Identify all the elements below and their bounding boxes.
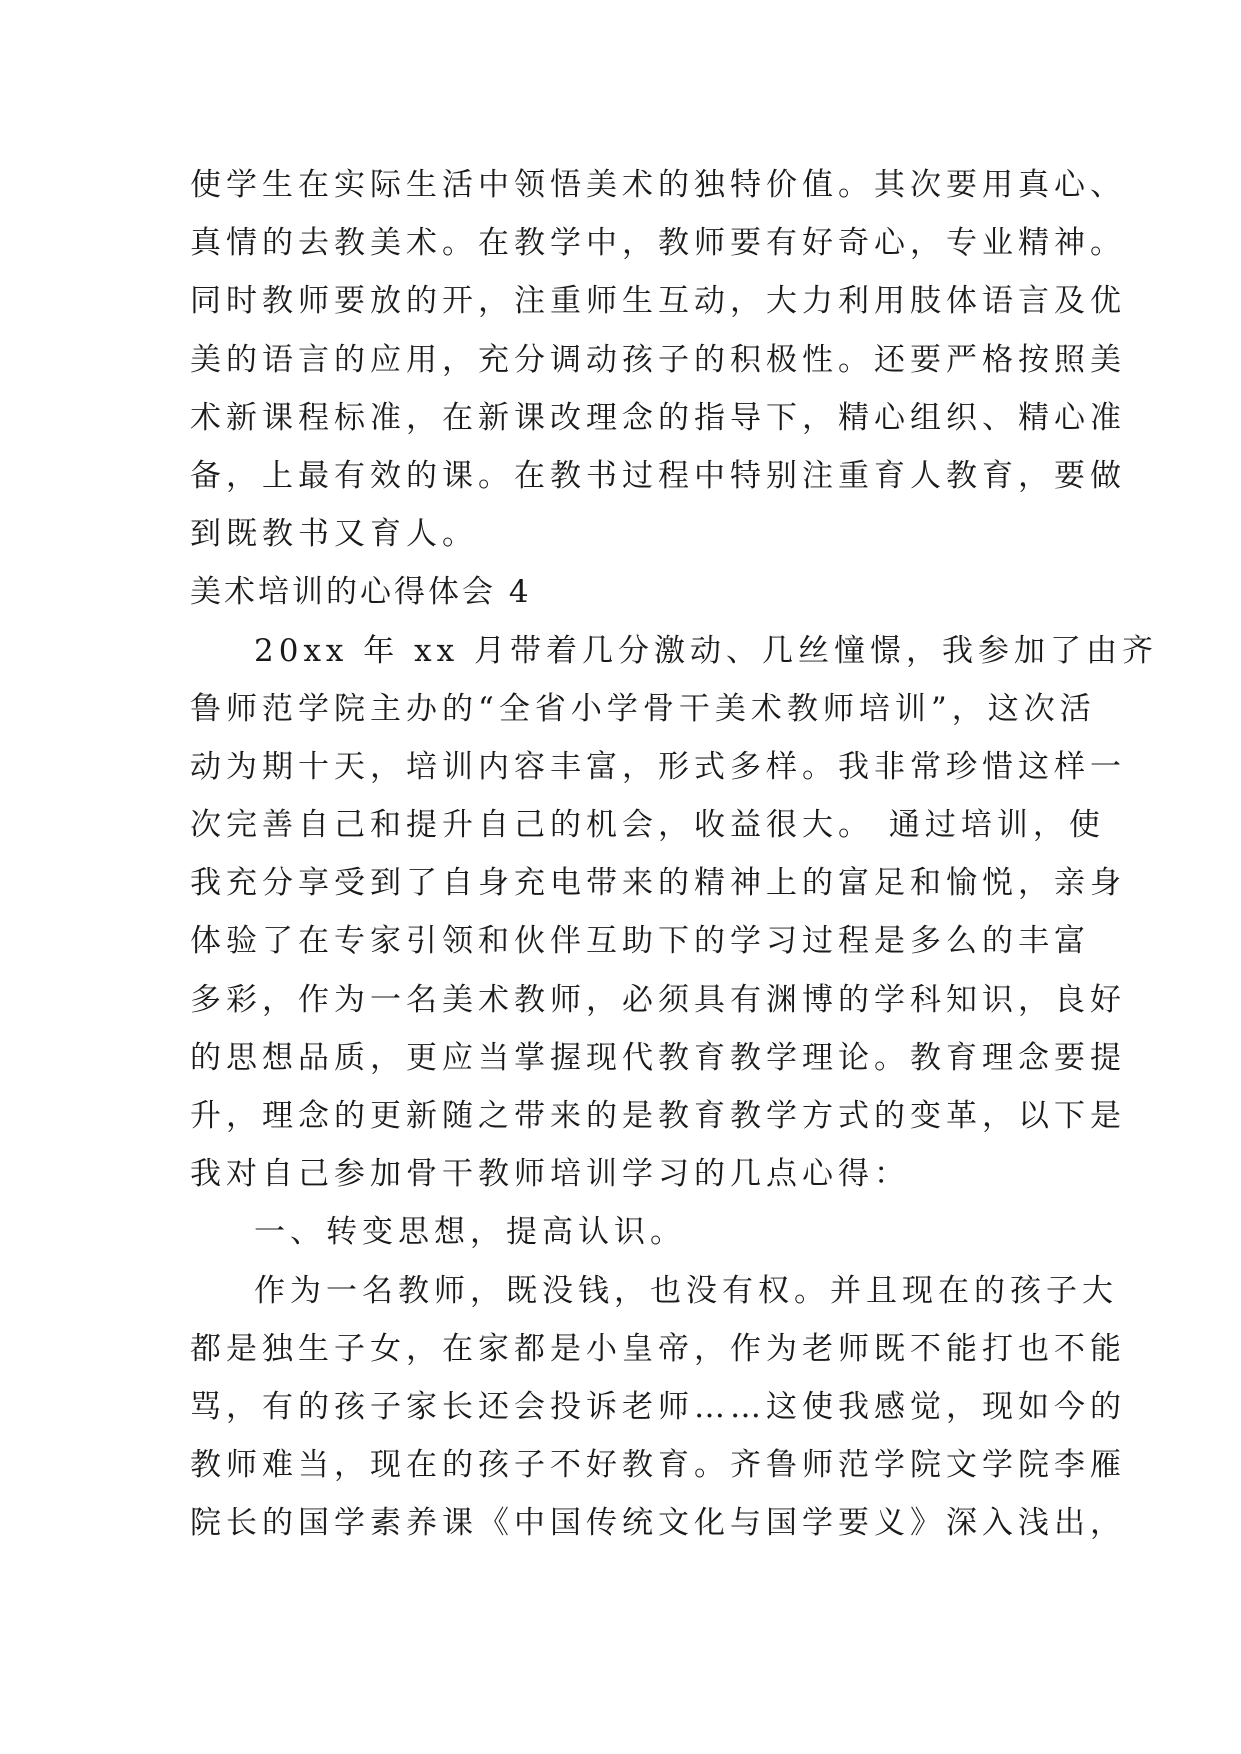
- text-line: 体验了在专家引领和伙伴互助下的学习过程是多么的丰富: [190, 923, 1090, 960]
- text-line: 多彩，作为一名美术教师，必须具有渊博的学科知识，良好: [190, 981, 1126, 1018]
- text-line: 都是独生子女，在家都是小皇帝，作为老师既不能打也不能: [190, 1330, 1126, 1367]
- text-line: 到既教书又育人。: [190, 516, 478, 553]
- text-line: 骂，有的孩子家长还会投诉老师……这使我感觉，现如今的: [190, 1388, 1126, 1425]
- section-heading: 美术培训的心得体会 4: [190, 574, 532, 611]
- text-line: 鲁师范学院主办的“全省小学骨干美术教师培训”，这次活: [190, 690, 1096, 727]
- text-line: 动为期十天，培训内容丰富，形式多样。我非常珍惜这样一: [190, 748, 1126, 785]
- text-line: 次完善自己和提升自己的机会，收益很大。 通过培训，使: [190, 807, 1105, 844]
- subsection-heading: 一、转变思想，提高认识。: [254, 1214, 686, 1251]
- text-line: 20xx 年 xx 月带着几分激动、几丝憧憬，我参加了由齐: [254, 632, 1158, 669]
- text-line: 院长的国学素养课《中国传统文化与国学要义》深入浅出，: [190, 1505, 1126, 1542]
- text-line: 美的语言的应用，充分调动孩子的积极性。还要严格按照美: [190, 341, 1126, 378]
- text-line: 升，理念的更新随之带来的是教育教学方式的变革，以下是: [190, 1098, 1126, 1134]
- text-line: 备，上最有效的课。在教书过程中特别注重育人教育，要做: [190, 457, 1126, 494]
- text-line: 术新课程标准，在新课改理念的指导下，精心组织、精心准: [190, 399, 1126, 436]
- text-line: 我对自己参加骨干教师培训学习的几点心得：: [190, 1156, 910, 1193]
- text-line: 同时教师要放的开，注重师生互动，大力利用肢体语言及优: [190, 283, 1126, 320]
- text-line: 作为一名教师，既没钱，也没有权。并且现在的孩子大: [254, 1272, 1118, 1309]
- text-line: 使学生在实际生活中领悟美术的独特价值。其次要用真心、: [190, 167, 1126, 203]
- text-line: 真情的去教美术。在教学中，教师要有好奇心，专业精神。: [190, 225, 1126, 262]
- text-line: 教师难当，现在的孩子不好教育。齐鲁师范学院文学院李雁: [190, 1447, 1126, 1484]
- text-line: 的思想品质，更应当掌握现代教育教学理论。教育理念要提: [190, 1039, 1126, 1076]
- document-body: [190, 156, 1158, 1553]
- text-line: 我充分享受到了自身充电带来的精神上的富足和愉悦，亲身: [190, 865, 1126, 902]
